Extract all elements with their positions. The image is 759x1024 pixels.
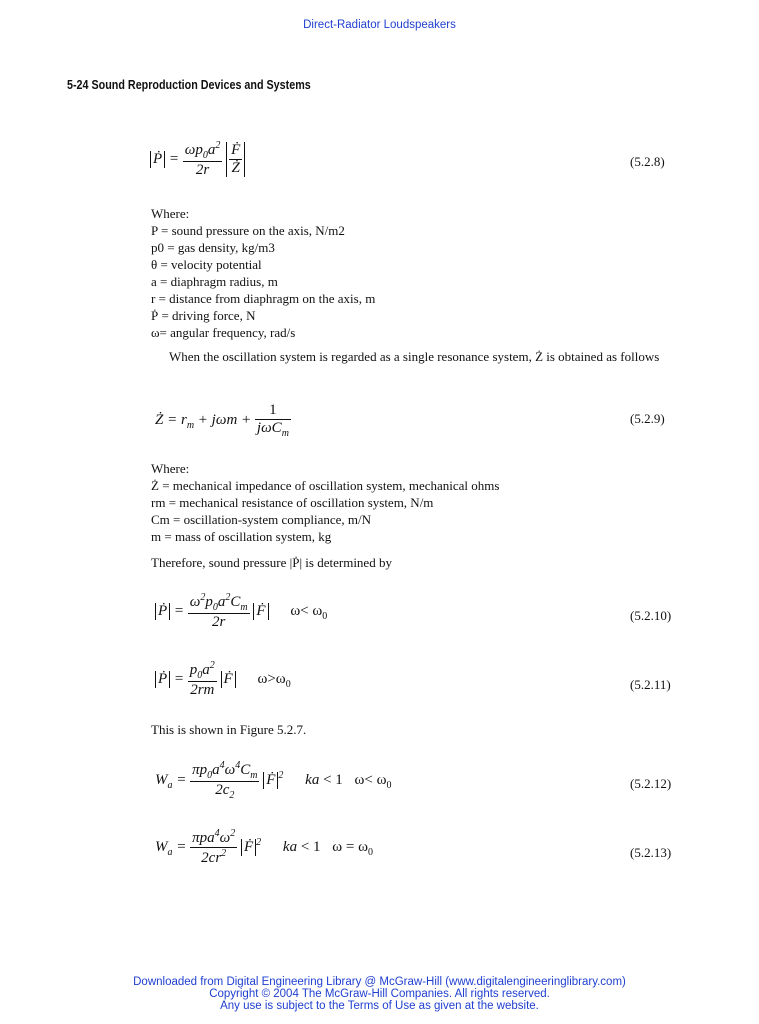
definition-item: p0 = gas density, kg/m3 <box>151 240 275 255</box>
where-list-1 <box>151 205 375 341</box>
equation-5-2-8: Ṗ = $\frac{\omega p_0a^2}{2r}$ $\frac{Ḟ}{Ż}$ <box>150 140 245 179</box>
paragraph: This is shown in Figure 5.2.7. <box>151 722 307 737</box>
definition-item: ω= angular frequency, rad/s <box>151 325 296 340</box>
equation-5-2-10: Ṗ = $\frac{\omega^2p_0a^2C_m}{2r}$ Ḟ $\omega< \omega_0$ <box>155 592 327 631</box>
paragraph: When the oscillation system is regarded as a single resonance system, Ż is obtained as follows <box>169 349 660 364</box>
where-heading: Where: <box>151 461 190 476</box>
equation-5-2-12: $W_a$ = $\frac{\pi p_0a^4\omega^4C_m}{2c_2}$ Ḟ $^2$ ka < 1 $\omega< \omega_0$ <box>155 760 392 801</box>
equation-number: (5.2.8) <box>630 154 665 169</box>
definition-item: P = sound pressure on the axis, N/m2 <box>151 223 345 238</box>
definition-item: Ż = mechanical impedance of oscillation system, mechanical ohms <box>151 478 500 493</box>
equation-5-2-13: $W_a$ = $\frac{\pi pa^4\omega^2}{2cr^2}$ Ḟ $^2$ ka < 1 $\omega = \omega_0$ <box>155 828 374 866</box>
equation-number: (5.2.10) <box>630 608 672 623</box>
running-head: 5-24 Sound Reproduction Devices and Systems <box>67 78 311 92</box>
footer <box>0 976 759 1012</box>
definition-item: m = mass of oscillation system, kg <box>151 529 332 544</box>
footer-terms-link[interactable]: Any use is subject to the Terms of Use as given at the website. <box>220 1000 539 1012</box>
definition-item: rm = mechanical resistance of oscillation system, N/m <box>151 495 434 510</box>
equation-number: (5.2.12) <box>630 776 672 791</box>
definition-item: r = distance from diaphragm on the axis, m <box>151 291 376 306</box>
footer-download-link[interactable]: Downloaded from Digital Engineering Library @ McGraw-Hill (www.digitalengineeringlibrary.com) <box>133 976 626 988</box>
footer-copyright: Copyright © 2004 The McGraw-Hill Companies. All rights reserved. <box>209 988 550 1000</box>
equation-number: (5.2.13) <box>630 845 672 860</box>
definition-item: a = diaphragm radius, m <box>151 274 278 289</box>
equation-5-2-9: Ż = $r_m + j\omega m$ + $\frac{1}{j\omega C_m}$ <box>155 402 289 439</box>
definition-item: θ = velocity potential <box>151 257 262 272</box>
definition-item: Cm = oscillation-system compliance, m/N <box>151 512 371 527</box>
equation-number: (5.2.9) <box>630 411 665 426</box>
where-heading: Where: <box>151 206 190 221</box>
equation-5-2-11: Ṗ = $\frac{p_0a^2}{2rm}$ Ḟ $\omega>\omega_0$ <box>155 660 291 699</box>
equation-number: (5.2.11) <box>630 677 671 692</box>
chapter-link[interactable]: Direct-Radiator Loudspeakers <box>303 19 456 31</box>
definition-item: Ṗ = driving force, N <box>151 308 256 323</box>
paragraph: Therefore, sound pressure |Ṗ| is determined by <box>151 555 392 570</box>
where-list-2 <box>151 460 499 545</box>
